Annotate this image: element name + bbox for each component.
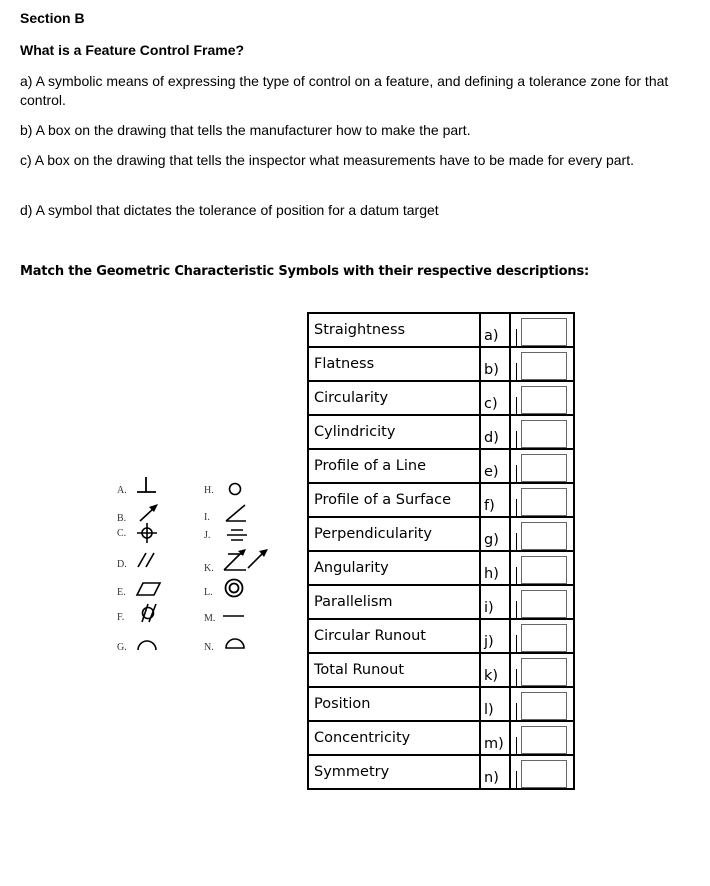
answer-cell — [510, 347, 574, 381]
answer-option-c[interactable]: c) A box on the drawing that tells the inspector what measurements have to be made for every part. — [20, 152, 634, 168]
symbol-label-g: G. — [117, 642, 127, 653]
characteristic-letter: c) — [480, 381, 510, 415]
characteristic-letter: k) — [480, 653, 510, 687]
answer-cell — [510, 415, 574, 449]
answer-cell — [510, 653, 574, 687]
symbol-label-e: E. — [117, 587, 126, 598]
characteristic-letter: d) — [480, 415, 510, 449]
characteristic-letter: l) — [480, 687, 510, 721]
table-row — [308, 381, 574, 415]
answer-input-box[interactable] — [521, 488, 567, 516]
characteristic-name: Perpendicularity — [308, 517, 480, 551]
table-row — [308, 313, 574, 347]
answer-input-box[interactable] — [521, 658, 567, 686]
characteristic-name: Angularity — [308, 551, 480, 585]
characteristic-letter: e) — [480, 449, 510, 483]
characteristic-name: Straightness — [308, 313, 480, 347]
symbol-label-b: B. — [117, 513, 127, 524]
answer-cell — [510, 449, 574, 483]
answer-cell — [510, 313, 574, 347]
answer-cell — [510, 687, 574, 721]
circularity-icon — [228, 482, 244, 498]
characteristic-letter: f) — [480, 483, 510, 517]
characteristic-name: Position — [308, 687, 480, 721]
profile-of-a-line-icon — [136, 638, 160, 652]
table-row — [308, 483, 574, 517]
table-row — [308, 653, 574, 687]
symbol-label-f: F. — [117, 612, 125, 623]
angularity-icon — [224, 503, 248, 523]
table-row — [308, 415, 574, 449]
symbol-label-k: K. — [204, 563, 214, 574]
symbol-label-j: J. — [204, 530, 211, 541]
table-row — [308, 551, 574, 585]
answer-input-box[interactable] — [521, 760, 567, 788]
characteristic-name: Circular Runout — [308, 619, 480, 653]
answer-cell — [510, 551, 574, 585]
answer-input-box[interactable] — [521, 556, 567, 584]
answer-cell — [510, 755, 574, 789]
table-row — [308, 347, 574, 381]
table-row — [308, 687, 574, 721]
symmetry-icon — [226, 527, 248, 543]
answer-cell — [510, 585, 574, 619]
table-row — [308, 585, 574, 619]
answer-cell — [510, 381, 574, 415]
total-runout-icon — [222, 548, 272, 572]
symbol-label-a: A. — [117, 485, 127, 496]
characteristic-name: Parallelism — [308, 585, 480, 619]
symbol-label-c: C. — [117, 528, 127, 539]
straightness-icon — [222, 611, 246, 621]
perpendicularity-icon — [136, 476, 158, 496]
table-row — [308, 721, 574, 755]
characteristic-name: Profile of a Line — [308, 449, 480, 483]
answer-input-box[interactable] — [521, 420, 567, 448]
characteristic-letter: h) — [480, 551, 510, 585]
match-heading: Match the Geometric Characteristic Symbols with their respective descriptions: — [20, 264, 590, 279]
characteristic-name: Cylindricity — [308, 415, 480, 449]
answer-input-box[interactable] — [521, 726, 567, 754]
table-row — [308, 517, 574, 551]
answer-input-box[interactable] — [521, 352, 567, 380]
answer-option-b[interactable]: b) A box on the drawing that tells the manufacturer how to make the part. — [20, 122, 471, 138]
characteristic-name: Flatness — [308, 347, 480, 381]
answer-input-box[interactable] — [521, 318, 567, 346]
symbol-label-i: I. — [204, 512, 210, 523]
circular-runout-icon — [136, 504, 160, 524]
symbol-label-d: D. — [117, 559, 127, 570]
characteristic-name: Symmetry — [308, 755, 480, 789]
profile-of-a-surface-icon — [224, 635, 248, 651]
table-row — [308, 619, 574, 653]
characteristic-letter: j) — [480, 619, 510, 653]
characteristic-name: Circularity — [308, 381, 480, 415]
symbol-label-l: L. — [204, 587, 213, 598]
symbol-label-h: H. — [204, 485, 214, 496]
characteristic-name: Profile of a Surface — [308, 483, 480, 517]
parallelism-icon — [136, 550, 158, 570]
section-title: Section B — [20, 10, 85, 26]
answer-cell — [510, 483, 574, 517]
characteristic-letter: g) — [480, 517, 510, 551]
characteristic-letter: n) — [480, 755, 510, 789]
characteristic-letter: m) — [480, 721, 510, 755]
answer-cell — [510, 517, 574, 551]
answer-cell — [510, 619, 574, 653]
matching-table — [307, 312, 575, 790]
table-row — [308, 755, 574, 789]
concentricity-icon — [224, 578, 246, 600]
answer-cell — [510, 721, 574, 755]
answer-option-d[interactable]: d) A symbol that dictates the tolerance of position for a datum target — [20, 202, 439, 218]
characteristic-letter: a) — [480, 313, 510, 347]
cylindricity-icon — [136, 602, 162, 624]
answer-option-a[interactable]: a) A symbolic means of expressing the type of control on a feature, and defining a tolerance zone for that control. — [20, 73, 669, 108]
answer-input-box[interactable] — [521, 624, 567, 652]
characteristic-name: Total Runout — [308, 653, 480, 687]
characteristic-letter: b) — [480, 347, 510, 381]
characteristic-name: Concentricity — [308, 721, 480, 755]
characteristic-letter: i) — [480, 585, 510, 619]
answer-input-box[interactable] — [521, 522, 567, 550]
position-icon — [136, 522, 160, 544]
symbol-label-n: N. — [204, 642, 214, 653]
answer-input-box[interactable] — [521, 454, 567, 482]
answer-input-box[interactable] — [521, 386, 567, 414]
symbol-label-m: M. — [204, 613, 216, 624]
table-row — [308, 449, 574, 483]
question-text: What is a Feature Control Frame? — [20, 42, 245, 58]
flatness-icon — [136, 580, 162, 598]
answer-input-box[interactable] — [521, 590, 567, 618]
answer-input-box[interactable] — [521, 692, 567, 720]
